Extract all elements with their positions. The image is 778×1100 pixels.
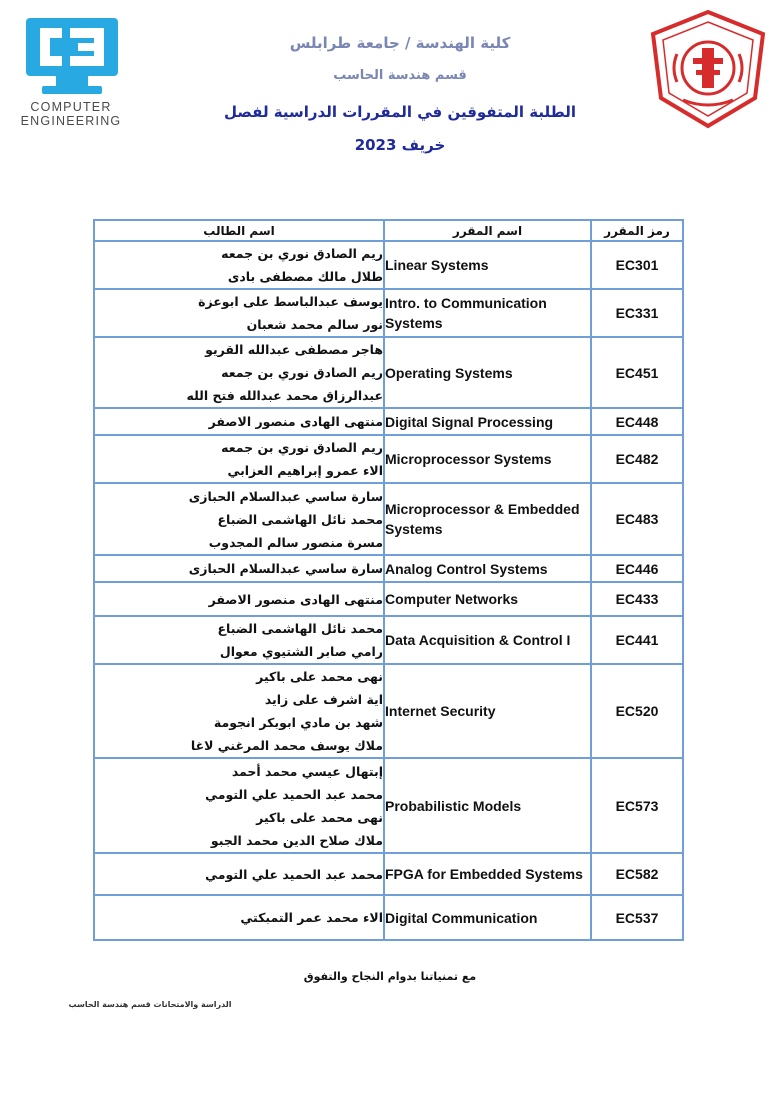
student-name: الاء عمرو إبراهيم العزابي xyxy=(227,463,383,478)
table-row xyxy=(94,758,683,853)
cell-course-code: EC301 xyxy=(591,241,683,289)
cell-students xyxy=(94,758,384,853)
term-title: خريف 2023 xyxy=(354,136,446,154)
document-title: الطلبة المتفوقين في المقررات الدراسية لفصل xyxy=(223,103,577,121)
cell-course-code: EC483 xyxy=(591,483,683,555)
cell-course-name: Digital Communication xyxy=(384,895,591,940)
computer-monitor-icon xyxy=(22,14,122,100)
cell-course-name: Digital Signal Processing xyxy=(384,408,591,435)
closing-wish: مع تمنياتنا بدوام النجاح والتفوق xyxy=(303,970,477,983)
cell-course-code: EC537 xyxy=(591,895,683,940)
table-row xyxy=(94,408,683,435)
cell-course-code: EC520 xyxy=(591,664,683,758)
student-name: إبتهال عيسي محمد أحمد xyxy=(231,763,383,779)
cell-course-name: Intro. to Communication Systems xyxy=(384,289,591,337)
cell-students xyxy=(94,853,384,895)
student-name: سارة ساسي عبدالسلام الحبازى xyxy=(188,561,383,576)
cell-course-name: Probabilistic Models xyxy=(384,758,591,853)
header-students: اسم الطالب xyxy=(94,220,384,241)
student-name: نور سالم محمد شعبان xyxy=(246,317,383,332)
student-name: منتهى الهادى منصور الاصفر xyxy=(208,591,383,607)
student-name: محمد عبد الحميد علي التومي xyxy=(205,786,383,802)
student-name: منتهى الهادى منصور الاصفر xyxy=(208,414,383,429)
student-name: مسرة منصور سالم المجدوب xyxy=(208,534,383,550)
student-name: طلال مالك مصطفى بادى xyxy=(227,269,383,284)
department-title: قسم هندسة الحاسب xyxy=(333,68,467,83)
student-name: محمد نائل الهاشمى الضباع xyxy=(217,621,383,636)
student-name: ريم الصادق نوري بن جمعه xyxy=(221,246,383,261)
student-name: رامي صابر الشتيوي معوال xyxy=(219,644,383,659)
student-name: محمد نائل الهاشمى الضباع xyxy=(217,511,383,527)
cell-students xyxy=(94,664,384,758)
table-row xyxy=(94,616,683,664)
cell-course-name: Internet Security xyxy=(384,664,591,758)
cell-students xyxy=(94,289,384,337)
cell-course-code: EC433 xyxy=(591,582,683,616)
student-name: الاء محمد عمر التمبكتي xyxy=(240,910,383,925)
cell-course-name: Computer Networks xyxy=(384,582,591,616)
computer-engineering-logo xyxy=(18,14,124,132)
student-name: نهى محمد على باكير xyxy=(256,669,383,684)
table-row xyxy=(94,555,683,582)
header-course: اسم المقرر xyxy=(384,220,591,241)
university-seal-icon xyxy=(647,8,769,130)
cell-course-code: EC573 xyxy=(591,758,683,853)
cell-students xyxy=(94,895,384,940)
cell-course-name: Microprocessor & Embedded Systems xyxy=(384,483,591,555)
top-students-table xyxy=(93,219,684,941)
student-name: اية اشرف على زايد xyxy=(264,692,383,707)
cell-course-code: EC446 xyxy=(591,555,683,582)
cell-students xyxy=(94,483,384,555)
table-row xyxy=(94,241,683,289)
student-name: نهى محمد على باكير xyxy=(256,809,383,825)
table-row xyxy=(94,895,683,940)
cell-course-code: EC448 xyxy=(591,408,683,435)
logo-line-2: ENGINEERING xyxy=(20,114,122,128)
cell-course-name: Microprocessor Systems xyxy=(384,435,591,483)
cell-students xyxy=(94,435,384,483)
table-header-row xyxy=(94,220,683,241)
student-name: محمد عبد الحميد علي التومي xyxy=(205,866,383,882)
cell-course-code: EC331 xyxy=(591,289,683,337)
table-row xyxy=(94,337,683,408)
table-row xyxy=(94,289,683,337)
table-row xyxy=(94,853,683,895)
cell-course-code: EC441 xyxy=(591,616,683,664)
student-name: شهد بن مادي ابوبكر انجومة xyxy=(213,715,383,730)
student-name: ملاك يوسف محمد المرغني لاغا xyxy=(190,738,383,753)
cell-students xyxy=(94,241,384,289)
table-row xyxy=(94,483,683,555)
faculty-title: كلية الهندسة / جامعة طرابلس xyxy=(289,34,511,52)
cell-course-name: FPGA for Embedded Systems xyxy=(384,853,591,895)
student-name: هاجر مصطفى عبدالله القريو xyxy=(205,342,383,357)
cell-course-code: EC451 xyxy=(591,337,683,408)
cell-students xyxy=(94,337,384,408)
cell-course-name: Linear Systems xyxy=(384,241,591,289)
cell-course-name: Data Acquisition & Control I xyxy=(384,616,591,664)
table-row xyxy=(94,582,683,616)
cell-course-code: EC582 xyxy=(591,853,683,895)
student-name: ريم الصادق نوري بن جمعه xyxy=(221,440,383,455)
table-row xyxy=(94,664,683,758)
cell-course-name: Analog Control Systems xyxy=(384,555,591,582)
cell-students xyxy=(94,408,384,435)
cell-course-code: EC482 xyxy=(591,435,683,483)
header-code: رمز المقرر xyxy=(591,220,683,241)
cell-students xyxy=(94,582,384,616)
student-name: ملاك صلاح الدين محمد الجبو xyxy=(210,832,383,848)
issuing-office: الدراسة والامتحانات قسم هندسة الحاسب xyxy=(68,1000,232,1009)
cell-course-name: Operating Systems xyxy=(384,337,591,408)
student-name: يوسف عبدالباسط على ابوعزة xyxy=(198,294,383,309)
logo-text xyxy=(18,100,124,128)
cell-students xyxy=(94,616,384,664)
student-name: عبدالرزاق محمد عبدالله فتح الله xyxy=(186,388,383,403)
student-name: سارة ساسي عبدالسلام الحبازى xyxy=(188,488,383,504)
cell-students xyxy=(94,555,384,582)
logo-line-1: COMPUTER xyxy=(30,100,112,114)
table-row xyxy=(94,435,683,483)
student-name: ريم الصادق نوري بن جمعه xyxy=(221,365,383,380)
